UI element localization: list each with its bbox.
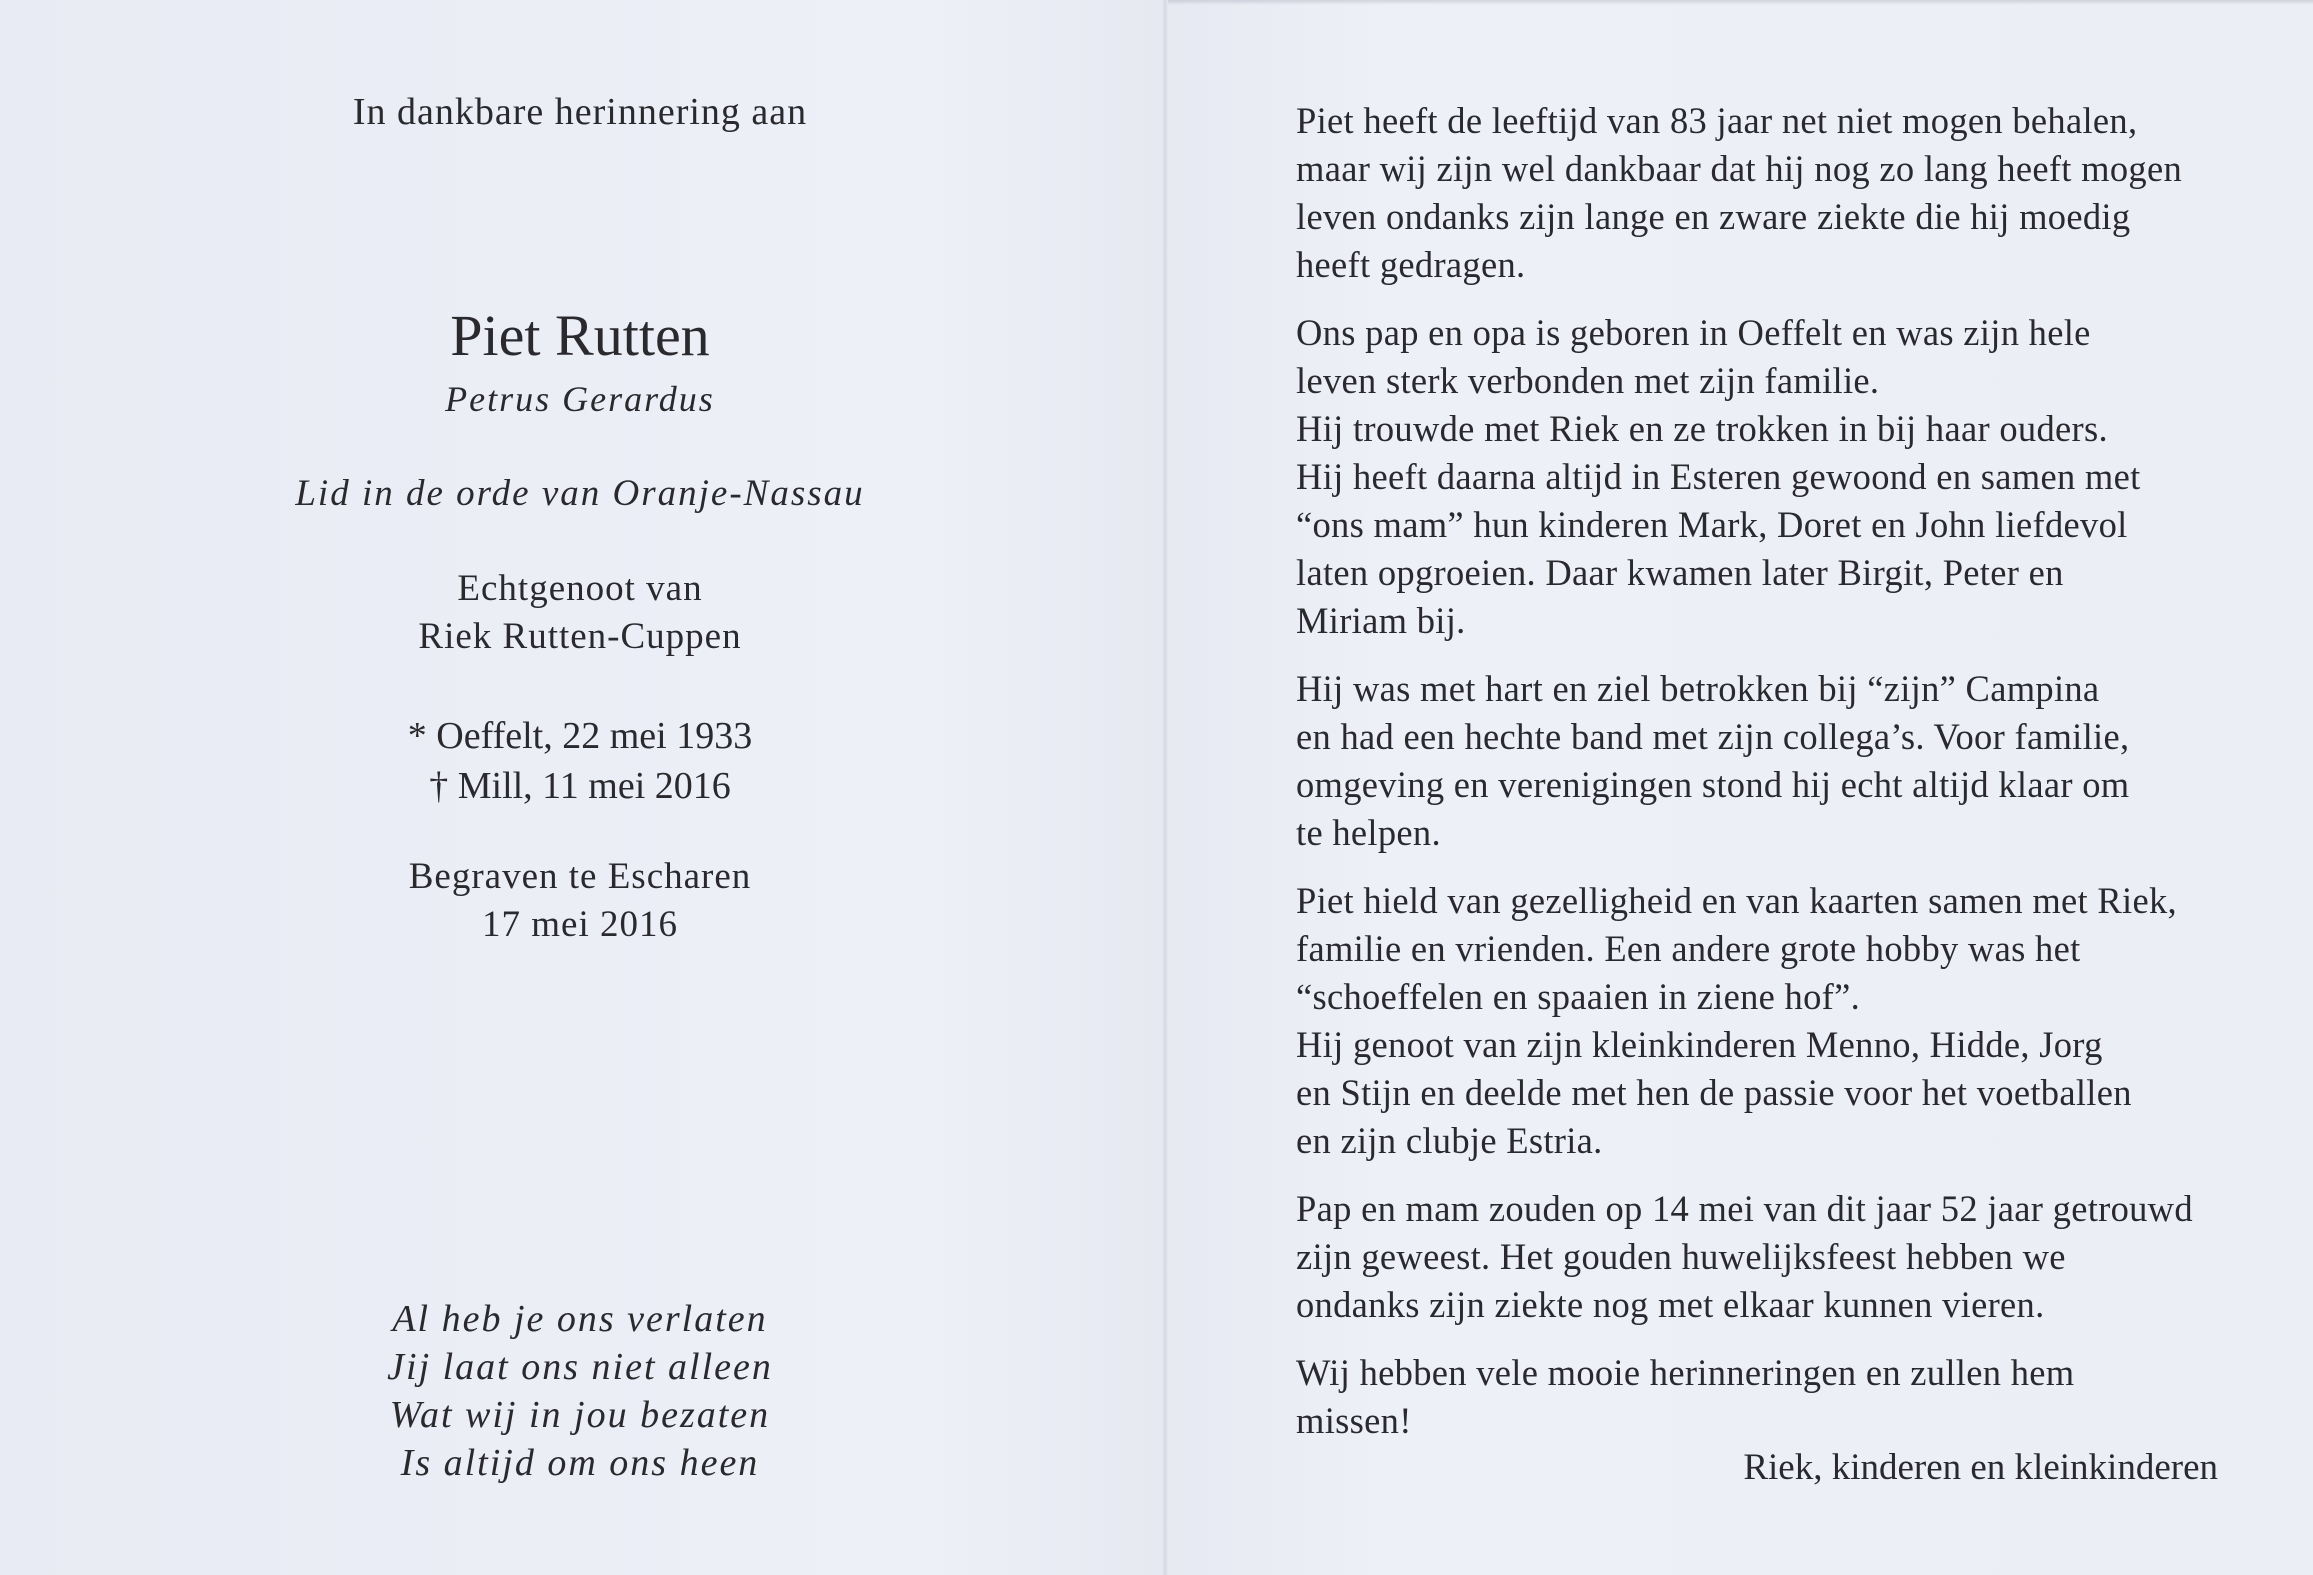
text-line: missen! xyxy=(1296,1400,1412,1441)
paragraph xyxy=(1296,309,2218,645)
paragraph xyxy=(1296,1185,2218,1329)
spouse-block xyxy=(230,565,930,661)
text-line: Piet heeft de leeftijd van 83 jaar net niet mogen behalen, xyxy=(1296,100,2138,141)
left-page xyxy=(230,80,930,1484)
deceased-name: Piet Rutten xyxy=(450,303,710,368)
text-line: ondanks zijn ziekte nog met elkaar kunnen vieren. xyxy=(1296,1284,2045,1325)
spouse-label: Echtgenoot van xyxy=(457,567,703,609)
text-line: Hij heeft daarna altijd in Esteren gewoond en samen met xyxy=(1296,456,2141,497)
death-line: † Mill, 11 mei 2016 xyxy=(429,764,731,807)
text-line: Miriam bij. xyxy=(1296,600,1466,641)
dates-block xyxy=(230,711,930,811)
poem xyxy=(230,1295,930,1487)
text-line: Ons pap en opa is geboren in Oeffelt en was zijn hele xyxy=(1296,312,2091,353)
text-line: leven ondanks zijn lange en zware ziekte die hij moedig xyxy=(1296,196,2131,237)
paragraph xyxy=(1296,1349,2218,1445)
burial-label: Begraven te Escharen xyxy=(408,855,752,897)
paragraph xyxy=(1296,665,2218,857)
right-page xyxy=(1296,97,2218,1465)
burial-block xyxy=(230,853,930,949)
text-line: en had een hechte band met zijn collega’s. Voor familie, xyxy=(1296,716,2130,757)
text-line: Pap en mam zouden op 14 mei van dit jaar 52 jaar getrouwd xyxy=(1296,1188,2193,1229)
given-names: Petrus Gerardus xyxy=(445,378,715,419)
text-line: zijn geweest. Het gouden huwelijksfeest hebben we xyxy=(1296,1236,2066,1277)
text-line: en zijn clubje Estria. xyxy=(1296,1120,1603,1161)
text-line: maar wij zijn wel dankbaar dat hij nog zo lang heeft mogen xyxy=(1296,148,2183,189)
text-line: te helpen. xyxy=(1296,812,1441,853)
birth-line: * Oeffelt, 22 mei 1933 xyxy=(407,714,753,757)
text-line: laten opgroeien. Daar kwamen later Birgit, Peter en xyxy=(1296,552,2064,593)
paragraph xyxy=(1296,97,2218,289)
text-line: en Stijn en deelde met hen de passie voor het voetballen xyxy=(1296,1072,2132,1113)
poem-line: Al heb je ons verlaten xyxy=(392,1298,768,1340)
burial-date: 17 mei 2016 xyxy=(482,903,678,945)
text-line: “ons mam” hun kinderen Mark, Doret en John liefdevol xyxy=(1296,504,2128,545)
text-line: omgeving en verenigingen stond hij echt altijd klaar om xyxy=(1296,764,2130,805)
signature: Riek, kinderen en kleinkinderen xyxy=(1743,1447,2218,1488)
poem-line: Wat wij in jou bezaten xyxy=(389,1394,771,1436)
text-line: Hij genoot van zijn kleinkinderen Menno, Hidde, Jorg xyxy=(1296,1024,2103,1065)
order-membership: Lid in de orde van Oranje-Nassau xyxy=(295,472,865,514)
text-line: Wij hebben vele mooie herinneringen en zullen hem xyxy=(1296,1352,2075,1393)
text-line: familie en vrienden. Een andere grote hobby was het xyxy=(1296,928,2081,969)
text-line: “schoeffelen en spaaien in ziene hof”. xyxy=(1296,976,1861,1017)
intro-text: In dankbare herinnering aan xyxy=(352,91,808,133)
paragraph xyxy=(1296,877,2218,1165)
text-line: heeft gedragen. xyxy=(1296,244,1526,285)
poem-line: Is altijd om ons heen xyxy=(400,1442,760,1484)
text-line: Hij trouwde met Riek en ze trokken in bij haar ouders. xyxy=(1296,408,2108,449)
text-line: leven sterk verbonden met zijn familie. xyxy=(1296,360,1880,401)
card-edge-shadow xyxy=(1168,0,2313,5)
poem-line: Jij laat ons niet alleen xyxy=(387,1346,773,1388)
text-line: Piet hield van gezelligheid en van kaarten samen met Riek, xyxy=(1296,880,2177,921)
spouse-name: Riek Rutten-Cuppen xyxy=(418,615,742,657)
text-line: Hij was met hart en ziel betrokken bij “zijn” Campina xyxy=(1296,668,2100,709)
card-fold xyxy=(1162,0,1168,1575)
